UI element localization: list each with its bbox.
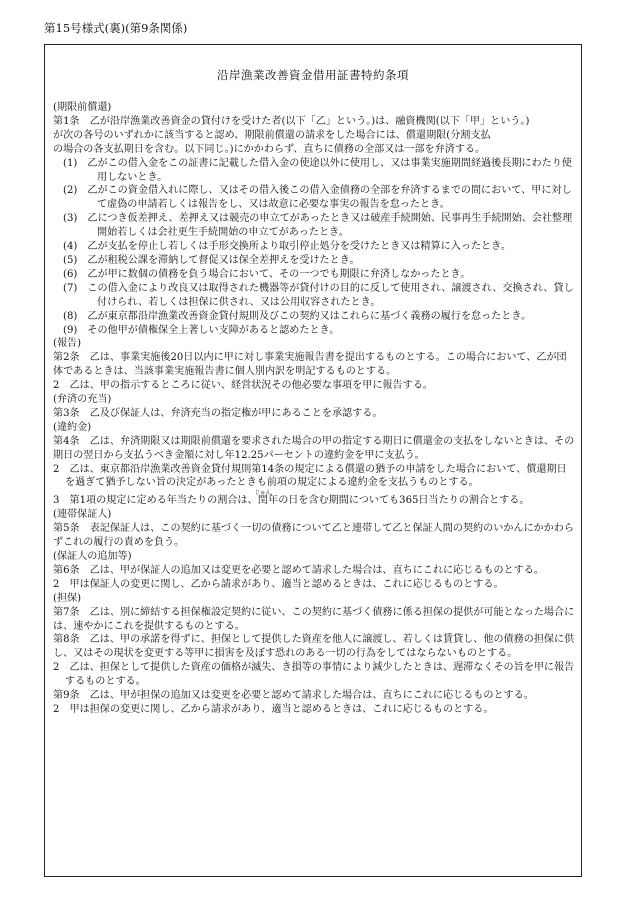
- list-item: (6) 乙が甲に数個の債務を負う場合において、その一つでも期限に弁済しなかったとき。: [63, 268, 471, 280]
- article-text: 第5条 表記保証人は、この契約に基づく一切の債務について乙と連帯して乙と保証人間の契約のいかんにかかわらずこれの履行の責めを負う。: [53, 523, 574, 549]
- article-text: の場合の各支払期日を含む。以下同じ。)にかかわらず、直ちに債務の全部又は一部を弁済する。: [53, 143, 486, 155]
- list-item: (4) 乙が支払を停止し若しくは手形交換所より取引停止処分を受けたとき又は精算に入ったとき。: [63, 241, 511, 253]
- article-text: 第6条 乙は、甲が保証人の追加又は変更を必要と認めて請求した場合は、直ちにこれに応じるものとする。: [53, 564, 544, 576]
- form-number-label: 第15号様式(裏)(第9条関係): [44, 21, 188, 35]
- section-heading: (連帯保証人): [53, 509, 112, 521]
- list-item: (9) その他甲が債権保全上著しい支障があると認めたとき。: [63, 324, 340, 336]
- list-item: (2) 乙がこの資金借入れに際し、又はその借入後この借入金債務の全部を弁済するまでの間において、甲に対して虚偽の申請若しくは報告をし、又は故意に必要な事実の報告を怠ったとき。: [63, 185, 572, 211]
- section-heading: (違約金): [53, 421, 92, 433]
- ruby-annotation: 閏じゅん: [254, 490, 272, 507]
- list-item: (8) 乙が東京都沿岸漁業改善資金貸付規則及びこの契約又はこれらに基づく義務の履行を怠ったとき。: [63, 310, 532, 322]
- article-text: 第1条 乙が沿岸漁業改善資金の貸付けを受けた者(以下「乙」という。)は、融資機関(以下「甲」という。): [53, 115, 530, 127]
- document-frame: [44, 44, 582, 877]
- paragraph: 2 乙は、担保として提供した資産の価格が滅失、き損等の事情により減少したときは、遅滞なくその旨を甲に報告するものとする。: [53, 662, 575, 688]
- paragraph: 2 乙は、東京都沿岸漁業改善資金貸付規則第14条の規定による償還の猶予の申請をした場合において、償還期日を過ぎて猶予しない旨の決定があったときも前項の規定による違約金を支払うものとする。: [53, 463, 567, 489]
- paragraph: 3 第1項の規定に定める年当たりの割合は、閏じゅん年の日を含む期間についても365日当たりの割合とする。: [53, 490, 530, 507]
- article-text: 第2条 乙は、事業実施後20日以内に甲に対し事業実施報告書を提出するものとする。この場合において、乙が団体であるときは、当該事業実施報告書に個人別内訳を明記するものとする。: [53, 352, 567, 378]
- article-text: が次の各号のいずれかに該当すると認め、期限前償還の請求をした場合には、償還期限(分割支払: [53, 129, 491, 141]
- section-heading: (報告): [53, 338, 82, 350]
- article-text: 第7条 乙は、別に締結する担保権設定契約に従い、この契約に基づく債務に係る担保の提供が可能となった場合には、速やかにこれを提供するものとする。: [53, 606, 575, 632]
- paragraph: 2 乙は、甲の指示するところに従い、経営状況その他必要な事項を甲に報告する。: [53, 380, 433, 392]
- paragraph: 2 甲は保証人の変更に関し、乙から請求があり、適当と認めるときは、これに応じるものとする。: [53, 578, 504, 590]
- article-text: 第9条 乙は、甲が担保の追加又は変更を必要と認めて請求した場合は、直ちにこれに応じるものとする。: [53, 690, 534, 702]
- section-heading: (担保): [53, 592, 82, 604]
- article-text: 第4条 乙は、弁済期限又は期限前償還を要求された場合の甲の指定する期日に償還金の支払をしないときは、その期日の翌日から支払うべき金額に対し年12.25パーセントの違約金を甲に支払う。: [53, 435, 575, 461]
- article-text: 第8条 乙は、甲の承諾を得ずに、担保として提供した資産を他人に譲渡し、若しくは賃貸し、他の債務の担保に供し、又はその現状を変更する等甲に損害を及ぼす恐れのある一切の行為をしてはならないものとする。: [53, 634, 575, 660]
- section-heading: (弁済の充当): [53, 394, 112, 406]
- section-heading: (保証人の追加等): [53, 551, 132, 562]
- list-item: (3) 乙につき仮差押え、差押え又は競売の申立てがあったとき又は破産手続開始、民事再生手続開始、会社整理開始若しくは会社更生手続開始の申立てがあったとき。: [63, 213, 573, 239]
- list-item: (5) 乙が租税公課を滞納して督促又は保全差押えを受けたとき。: [63, 254, 360, 266]
- article-text: 第3条 乙及び保証人は、弁済充当の指定権が甲にあることを承認する。: [53, 407, 383, 419]
- document-title: 沿岸漁業改善資金借用証書特約条項: [217, 68, 409, 82]
- document-body: [53, 101, 575, 717]
- paragraph: 2 甲は担保の変更に関し、乙から請求があり、適当と認めるときは、これに応じるものとする。: [53, 703, 494, 715]
- list-item: (1) 乙がこの借入金をこの証書に記載した借入金の使途以外に使用し、又は事業実施期間経過後長期にわたり使用しないとき。: [63, 157, 572, 183]
- list-item: (7) この借入金により改良又は取得された機器等が貸付けの目的に反して使用され、譲渡され、交換され、貸し付けられ、若しくは担保に供され、又は公用収容されたとき。: [63, 282, 574, 308]
- section-heading: (期限前償還): [53, 102, 112, 113]
